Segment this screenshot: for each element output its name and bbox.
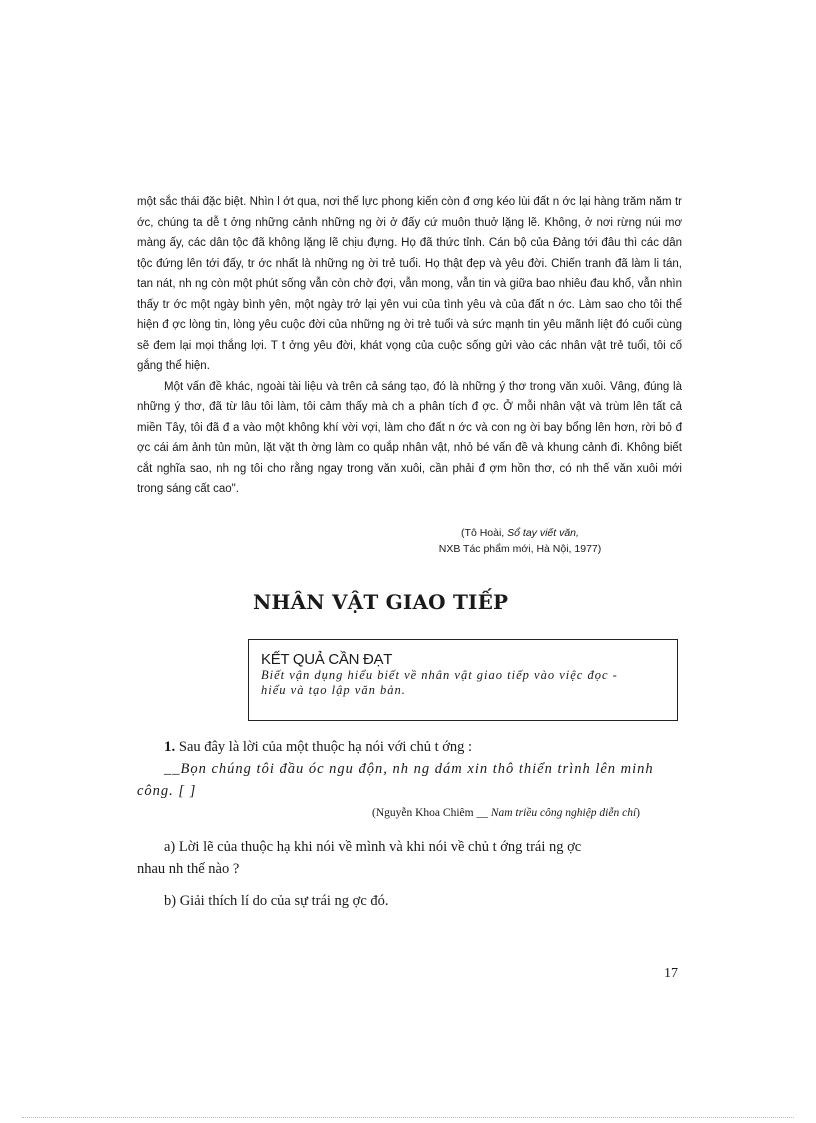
exercise-quote-line: công. [ ] (137, 783, 197, 799)
passage-paragraph: Một vấn đề khác, ngoài tài liệu và trên cả sáng tạo, đó là những ý thơ trong văn xuôi. Vâng, đúng là những ý thơ, đã từ lâu tôi làm, tôi cảm thấy mà ch a phân tích đ ợc. Ở mỗi nhân vật và trùm lên tất cả miền Tây, tôi đã đ a vào một không khí vời vợi, làm cho đất n ớc và con ng ời bay bổng lên hơn, rời bỏ đ ợc cái ám ảnh tủn mủn, lặt vặt th ờng làm co quắp nhân vật, nhỏ bé vấn đề và khung cảnh đi. Không biết cắt nghĩa sao, nh ng tôi cho rằng ngay trong văn xuôi, cần phải đ ợm hồn thơ, có nh thế văn xuôi mới trong sáng cất cao". (137, 380, 682, 495)
exercise-1 (137, 736, 682, 912)
source-close: ) (636, 807, 640, 819)
citation-author: (Tô Hoài, (461, 527, 508, 539)
learning-outcome-box (248, 639, 678, 721)
page-number: 17 (664, 966, 678, 981)
footer-divider (22, 1117, 794, 1118)
section-title: NHÂN VẬT GIAO TIẾP (253, 590, 509, 614)
learning-outcome-text-line: hiểu và tạo lập văn bản. (261, 683, 406, 697)
question-a-continued: nhau nh thế nào ? (137, 861, 240, 877)
exercise-intro-text: Sau đây là lời của một thuộc hạ nói với chủ t ớng : (178, 739, 473, 755)
passage-citation (400, 525, 640, 557)
learning-outcome-text-line: Biết vận dụng hiểu biết về nhân vật giao tiếp vào việc đọc - (261, 668, 618, 682)
citation-title: Sổ tay viết văn, (507, 527, 579, 539)
citation-publisher: NXB Tác phẩm mới, Hà Nội, 1977) (438, 543, 602, 555)
passage-paragraph: một sắc thái đặc biệt. Nhìn l ớt qua, nơi thế lực phong kiến còn đ ơng kéo lùi đất n ớc lại hàng trăm năm tr ớc, chúng ta dễ t ởng những cảnh những ng ời ở đấy cứ muôn thuở lặng lẽ. Không, ở nơi rừng núi mơ màng ấy, các dân tộc đã không lặng lẽ chịu đựng. Họ đã thức tỉnh. Cán bộ của Đảng tới đâu thì các dân tộc đứng lên tới đấy, tr ớc nhất là những ng ời trẻ tuổi. Họ thật đẹp và yêu đời. Chiến tranh đã làm li tán, tan nát, nh ng còn một phút sống vẫn còn chờ đợi, vẫn mong, vẫn tin và giữa bao nhiêu đau khổ, vẫn nhìn thấy tr ớc một ngày bình yên, một ngày trở lại yên vui của tình yêu và của đất n ớc. Làm sao cho tôi thể hiện đ ợc lòng tin, lòng yêu cuộc đời của những ng ời trẻ tuổi và sức mạnh tin yêu mãnh liệt đó cuối cùng sẽ đem lại mọi thắng lợi. T t ởng yêu đời, khát vọng của cuộc sống gửi vào các nhân vật trẻ tuổi, tôi cố gắng thể hiện. (137, 196, 682, 372)
exercise-intro (137, 736, 682, 758)
exercise-source (137, 802, 682, 824)
learning-outcome-heading: KẾT QUẢ CẦN ĐẠT (261, 651, 393, 668)
exercise-number: 1. (164, 739, 176, 755)
question-b: b) Giải thích lí do của sự trái ng ợc đó. (164, 893, 389, 909)
source-author: (Nguyễn Khoa Chiêm __ (372, 807, 491, 819)
source-title: Nam triều công nghiệp diễn chí (490, 807, 637, 819)
question-a: a) Lời lẽ của thuộc hạ khi nói về mình và khi nói về chủ t ớng trái ng ợc (164, 839, 582, 855)
quoted-passage (137, 192, 682, 500)
exercise-quote-line: __Bọn chúng tôi đầu óc ngu độn, nh ng dám xin thô thiển trình lên minh (164, 761, 654, 777)
